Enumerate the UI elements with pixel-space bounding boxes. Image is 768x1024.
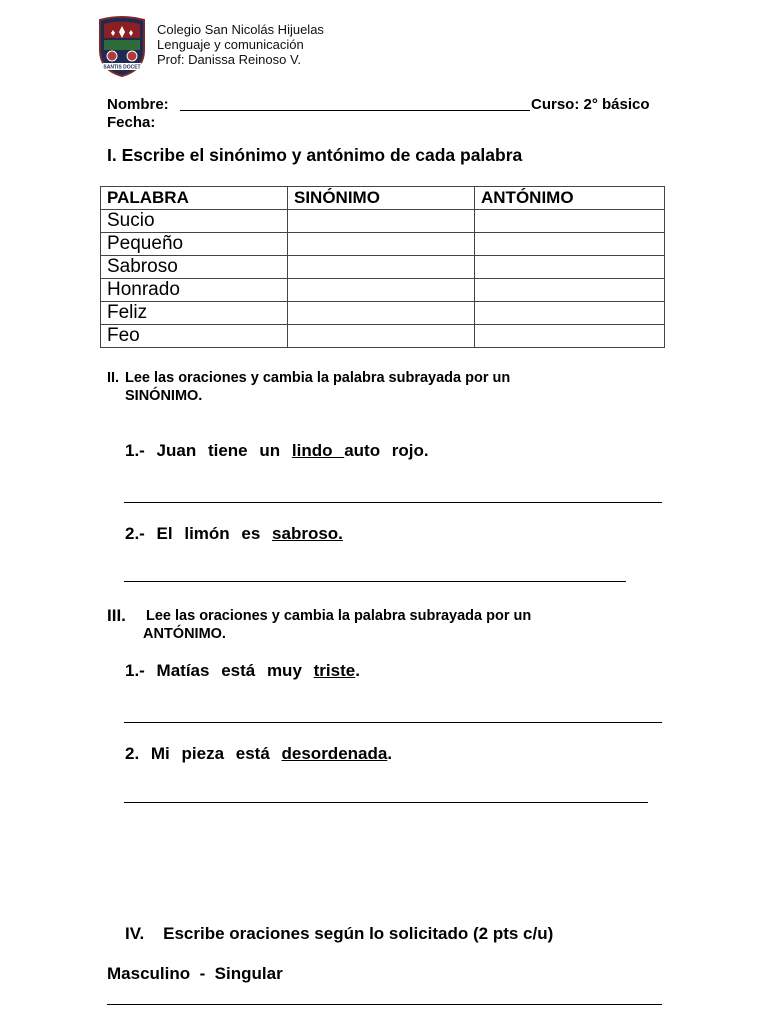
answer-line[interactable] (107, 1004, 662, 1005)
sentence-text: 1.- Juan tiene un (125, 441, 281, 460)
section3-instruction-line2: ANTÓNIMO. (143, 626, 226, 642)
answer-line[interactable] (124, 581, 626, 582)
word-cell: Pequeño (101, 233, 288, 256)
subject-name: Lenguaje y comunicación (157, 37, 304, 52)
synonym-answer-cell[interactable] (288, 302, 475, 325)
synonym-answer-cell[interactable] (288, 325, 475, 348)
sentence-text: . (387, 744, 393, 763)
sentence-text: 1.- Matías está muy (125, 661, 302, 680)
table-row (101, 279, 665, 302)
antonym-answer-cell[interactable] (475, 325, 665, 348)
synonym-antonym-table (100, 186, 665, 348)
sentence-text: 2. Mi pieza está (125, 744, 270, 763)
answer-line[interactable] (124, 502, 662, 503)
underlined-word: desordenada (281, 744, 388, 763)
date-label: Fecha: (107, 114, 156, 131)
answer-line[interactable] (124, 722, 662, 723)
section4-title: IV. Escribe oraciones según lo solicitado (2 pts c/u) (125, 924, 554, 943)
synonym-answer-cell[interactable] (288, 210, 475, 233)
synonym-answer-cell[interactable] (288, 256, 475, 279)
antonym-answer-cell[interactable] (475, 302, 665, 325)
section2-sentence-1 (125, 441, 429, 461)
antonym-answer-cell[interactable] (475, 279, 665, 302)
course-label: Curso: 2° básico (531, 96, 650, 113)
answer-line[interactable] (124, 802, 648, 803)
synonym-answer-cell[interactable] (288, 279, 475, 302)
sentence-text: auto rojo. (344, 441, 429, 460)
table-header-row (101, 187, 665, 210)
school-crest-icon (96, 16, 148, 78)
table-row (101, 210, 665, 233)
section2-number: II. (107, 370, 120, 386)
section2-sentence-2 (125, 524, 343, 544)
school-info (157, 22, 324, 67)
school-name: Colegio San Nicolás Hijuelas (157, 22, 324, 37)
name-answer-line[interactable] (180, 110, 530, 111)
sentence-text: . (355, 661, 360, 680)
section3-number: III. (107, 606, 126, 625)
synonym-answer-cell[interactable] (288, 233, 475, 256)
name-label: Nombre: (107, 96, 169, 113)
word-cell: Feo (101, 325, 288, 348)
section3-sentence-1 (125, 661, 360, 681)
underlined-word: sabroso. (272, 524, 343, 543)
section3-sentence-2 (125, 744, 392, 764)
crest-motto: SANTIS DOCET (103, 64, 141, 71)
underlined-word: triste (313, 661, 356, 680)
table-row (101, 233, 665, 256)
section2-instruction (125, 369, 510, 405)
table-row (101, 325, 665, 348)
section1-title: I. Escribe el sinónimo y antónimo de cada palabra (107, 145, 523, 165)
word-cell: Sucio (101, 210, 288, 233)
section2-instruction-line1: Lee las oraciones y cambia la palabra subrayada por un (125, 370, 511, 386)
antonym-answer-cell[interactable] (475, 210, 665, 233)
antonym-answer-cell[interactable] (475, 233, 665, 256)
column-header-sinonimo: SINÓNIMO (288, 187, 475, 210)
teacher-name: Prof: Danissa Reinoso V. (157, 52, 302, 67)
word-cell: Feliz (101, 302, 288, 325)
word-cell: Honrado (101, 279, 288, 302)
table-row (101, 256, 665, 279)
antonym-answer-cell[interactable] (475, 256, 665, 279)
table-row (101, 302, 665, 325)
section2-instruction-line2: SINÓNIMO. (125, 388, 203, 404)
section4-item-masculino-singular: Masculino - Singular (107, 964, 283, 983)
column-header-palabra: PALABRA (101, 187, 288, 210)
column-header-antonimo: ANTÓNIMO (475, 187, 665, 210)
underlined-word: lindo (291, 441, 345, 460)
word-cell: Sabroso (101, 256, 288, 279)
section3-instruction-line1: Lee las oraciones y cambia la palabra subrayada por un (146, 608, 532, 624)
sentence-text: 2.- El limón es (125, 524, 261, 543)
